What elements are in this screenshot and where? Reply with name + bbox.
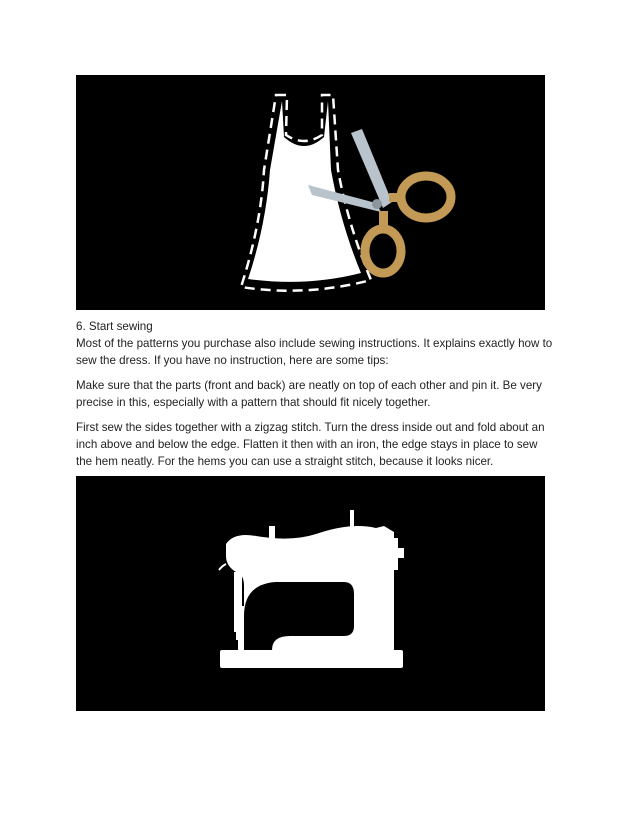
section-heading [76, 318, 556, 335]
paragraph-text: Make sure that the parts (front and back) are neatly on top of each other and pin it. Be very precise in this, especially with a pattern that should fit nicely together. [76, 379, 542, 409]
section-heading-text: 6. Start sewing [76, 320, 153, 333]
sewing-machine-graphic [76, 476, 545, 711]
dress-scissors-graphic [76, 75, 545, 310]
sewing-machine-illustration [76, 476, 545, 711]
paragraph-pinning [76, 377, 556, 411]
sewing-machine-icon [219, 510, 404, 668]
paragraph-text: First sew the sides together with a zigzag stitch. Turn the dress inside out and fold about an inch above and below the edge. Flatten it then with an iron, the edge stays in place to sew the hem neatly. For the hems you can use a straight stitch, because it looks nicer. [76, 421, 545, 468]
dress-pattern-icon [248, 101, 361, 282]
paragraph-instructions [76, 335, 556, 369]
dress-pattern-illustration [76, 75, 545, 310]
paragraph-text: Most of the patterns you purchase also include sewing instructions. It explains exactly how to sew the dress. If you have no instruction, here are some tips: [76, 337, 553, 367]
paragraph-stitching [76, 419, 556, 470]
